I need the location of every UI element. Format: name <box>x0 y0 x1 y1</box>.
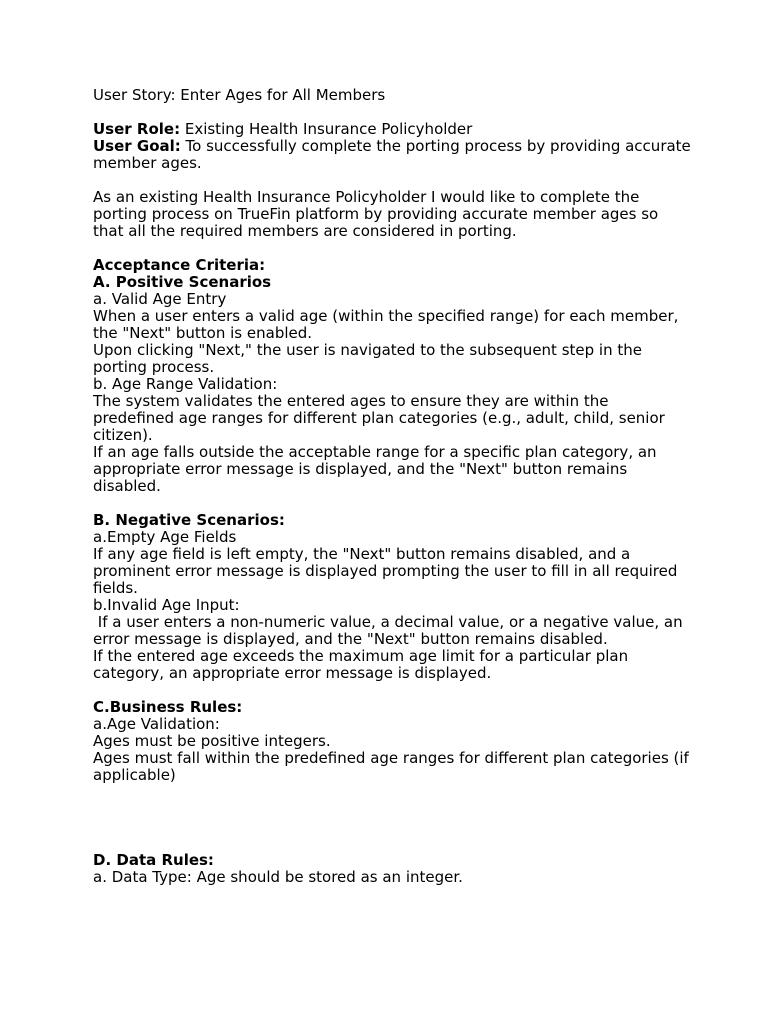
spacer <box>93 240 693 257</box>
invalid-age-input-text: If the entered age exceeds the maximum age limit for a particular plan category, an appropriate error message is displayed. <box>93 647 633 682</box>
user-role-label: User Role: <box>93 120 181 138</box>
user-role-line <box>93 121 693 138</box>
business-rules-heading: C.Business Rules: <box>93 698 243 716</box>
valid-age-entry-text: When a user enters a valid age (within the specified range) for each member, the "Next" button is enabled. <box>93 307 684 342</box>
document-body <box>93 86 696 886</box>
user-goal-value: To successfully complete the porting process by providing accurate member ages. <box>93 137 696 172</box>
empty-age-fields-heading: a.Empty Age Fields <box>93 528 237 546</box>
user-role-value: Existing Health Insurance Policyholder <box>180 120 473 138</box>
spacer <box>93 495 693 512</box>
user-story-text: As an existing Health Insurance Policyholder I would like to complete the porting process on TrueFin platform by providing accurate member ages so that all the required members are considered in porting. <box>93 188 664 240</box>
age-range-validation-heading: b. Age Range Validation: <box>93 375 278 393</box>
data-rule-text: a. Data Type: Age should be stored as an integer. <box>93 868 463 886</box>
spacer <box>93 172 693 189</box>
user-goal-line <box>93 137 696 172</box>
invalid-age-input-heading: b.Invalid Age Input: <box>93 596 240 614</box>
positive-scenarios-heading: A. Positive Scenarios <box>93 273 272 291</box>
document-title: User Story: Enter Ages for All Members <box>93 86 386 104</box>
acceptance-criteria-heading: Acceptance Criteria: <box>93 256 266 274</box>
negative-scenarios-heading: B. Negative Scenarios: <box>93 511 285 529</box>
age-range-validation-text: If an age falls outside the acceptable range for a specific plan category, an appropriate error message is displayed, and the "Next" button remains disabled. <box>93 443 662 495</box>
valid-age-entry-text: Upon clicking "Next," the user is navigated to the subsequent step in the porting process. <box>93 341 647 376</box>
spacer <box>93 682 693 699</box>
user-goal-label: User Goal: <box>93 137 181 155</box>
business-rule-text: Ages must be positive integers. <box>93 732 331 750</box>
empty-age-fields-text: If any age field is left empty, the "Next" button remains disabled, and a prominent error message is displayed prompting the user to fill in all required fields. <box>93 545 683 597</box>
business-rule-text: Ages must fall within the predefined age ranges for different plan categories (if applicable) <box>93 749 694 784</box>
invalid-age-input-text: If a user enters a non-numeric value, a decimal value, or a negative value, an error message is displayed, and the "Next" button remains disabled. <box>93 613 688 648</box>
spacer <box>93 784 693 852</box>
age-range-validation-text: The system validates the entered ages to ensure they are within the predefined age ranges for different plan categories (e.g., adult, child, senior citizen). <box>93 392 670 444</box>
data-rules-heading: D. Data Rules: <box>93 851 214 869</box>
age-validation-heading: a.Age Validation: <box>93 715 220 733</box>
spacer <box>93 104 693 121</box>
valid-age-entry-heading: a. Valid Age Entry <box>93 290 227 308</box>
